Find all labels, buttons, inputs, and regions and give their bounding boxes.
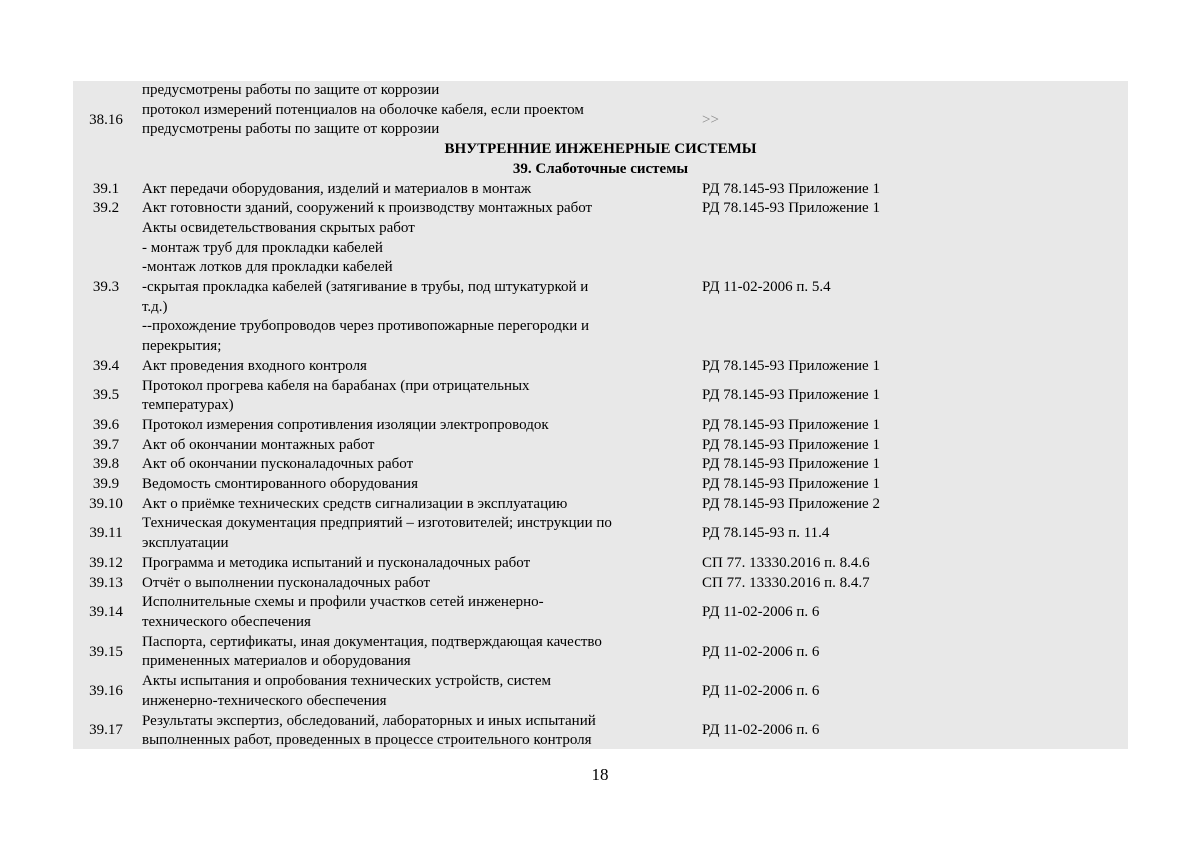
row-name-line: --прохождение трубопроводов через противопожарные перегородки и xyxy=(142,318,590,335)
row-reference: РД 11-02-2006 п. 5.4 xyxy=(702,279,831,296)
row-number: 39.7 xyxy=(92,436,120,453)
row-reference: РД 78.145-93 Приложение 1 xyxy=(702,456,880,473)
row-number: 39.3 xyxy=(92,279,120,296)
row-name-line: Протокол прогрева кабеля на барабанах (при отрицательных xyxy=(142,377,530,394)
row-name: Отчёт о выполнении пусконаладочных работ xyxy=(142,574,431,591)
row-number: 39.5 xyxy=(92,387,120,404)
row-reference: РД 78.145-93 Приложение 1 xyxy=(702,476,880,493)
row-name-line: Техническая документация предприятий – изготовителей; инструкции по xyxy=(142,515,612,532)
section-title: ВНУТРЕННИЕ ИНЖЕНЕРНЫЕ СИСТЕМЫ xyxy=(444,141,757,158)
row-number: 39.9 xyxy=(92,476,120,493)
row-number: 39.12 xyxy=(89,554,123,571)
row-number: 39.2 xyxy=(92,200,120,217)
row-name-line: перекрытия; xyxy=(142,338,222,355)
subsection-heading-row xyxy=(73,160,1128,180)
row-number: 39.11 xyxy=(89,525,123,542)
row-name-line: Акты испытания и опробования технических устройств, систем xyxy=(142,673,552,690)
table-row xyxy=(73,593,1128,632)
row-name: Протокол измерения сопротивления изоляции электропроводок xyxy=(142,416,549,433)
row-number: 39.16 xyxy=(89,682,123,699)
table-row xyxy=(73,377,1128,416)
table-row xyxy=(73,416,1128,436)
row-reference: РД 11-02-2006 п. 6 xyxy=(702,643,820,660)
row-reference: РД 78.145-93 Приложение 1 xyxy=(702,180,880,197)
documents-table xyxy=(73,81,1128,751)
row-name-line: Результаты экспертиз, обследований, лабораторных и иных испытаний xyxy=(142,712,596,729)
rows-body xyxy=(73,180,1128,751)
table-row xyxy=(73,712,1128,751)
table-row xyxy=(73,475,1128,495)
row-name-line: примененных материалов и оборудования xyxy=(142,653,411,670)
row-name: Акт передачи оборудования, изделий и материалов в монтаж xyxy=(142,180,532,197)
table-row xyxy=(73,633,1128,672)
row-name: предусмотрены работы по защите от коррозии xyxy=(142,82,440,98)
row-name: Акт об окончании пусконаладочных работ xyxy=(142,456,414,473)
row-number: 39.8 xyxy=(92,456,120,473)
row-reference: РД 78.145-93 Приложение 1 xyxy=(702,387,880,404)
page-number: 18 xyxy=(591,765,609,784)
row-reference: СП 77. 13330.2016 п. 8.4.6 xyxy=(702,554,870,571)
section-heading-row xyxy=(73,140,1128,160)
row-number: 39.13 xyxy=(89,574,123,591)
row-reference: РД 78.145-93 Приложение 1 xyxy=(702,416,880,433)
row-name-line: предусмотрены работы по защите от коррозии xyxy=(142,121,440,138)
row-reference: РД 11-02-2006 п. 6 xyxy=(702,722,820,739)
row-name-line: -скрытая прокладка кабелей (затягивание в трубы, под штукатуркой и xyxy=(142,279,589,296)
row-name-line: -монтаж лотков для прокладки кабелей xyxy=(142,259,393,276)
table-row xyxy=(73,672,1128,711)
row-reference: РД 78.145-93 Приложение 1 xyxy=(702,357,880,374)
row-number: 39.17 xyxy=(89,722,123,739)
row-reference: РД 11-02-2006 п. 6 xyxy=(702,682,820,699)
row-name-line: - монтаж труб для прокладки кабелей xyxy=(142,239,383,256)
table-row xyxy=(73,180,1128,200)
row-reference: РД 78.145-93 Приложение 1 xyxy=(702,200,880,217)
table-row xyxy=(73,81,1128,101)
row-name: Акт проведения входного контроля xyxy=(142,357,367,374)
document-table-area xyxy=(73,81,1128,749)
row-name-line: Акты освидетельствования скрытых работ xyxy=(142,219,415,236)
row-name: Программа и методика испытаний и пусконаладочных работ xyxy=(142,554,531,571)
row-number: 38.16 xyxy=(89,111,123,128)
table-row xyxy=(73,495,1128,515)
row-number: 39.14 xyxy=(89,604,123,621)
row-name-line: технического обеспечения xyxy=(142,613,311,630)
row-number: 39.15 xyxy=(89,643,123,660)
row-number: 39.6 xyxy=(92,416,120,433)
row-name: Акт об окончании монтажных работ xyxy=(142,436,375,453)
row-reference: РД 78.145-93 Приложение 1 xyxy=(702,436,880,453)
table-row xyxy=(73,357,1128,377)
row-reference: РД 11-02-2006 п. 6 xyxy=(702,604,820,621)
row-reference: СП 77. 13330.2016 п. 8.4.7 xyxy=(702,574,870,591)
row-reference: РД 78.145-93 Приложение 2 xyxy=(702,495,880,512)
row-number: 39.10 xyxy=(89,495,123,512)
row-name: Ведомость смонтированного оборудования xyxy=(142,476,418,493)
row-name-line: инженерно-технического обеспечения xyxy=(142,692,387,709)
row-name-line: выполненных работ, проведенных в процессе строительного контроля xyxy=(142,732,592,749)
table-row xyxy=(73,101,1128,140)
row-name-line: Исполнительные схемы и профили участков сетей инженерно- xyxy=(142,594,544,611)
row-name-line: температурах) xyxy=(142,397,234,414)
row-name-line: т.д.) xyxy=(142,298,168,315)
row-reference: РД 78.145-93 п. 11.4 xyxy=(702,525,830,542)
table-row xyxy=(73,436,1128,456)
row-name: Акт о приёмке технических средств сигнализации в эксплуатацию xyxy=(142,495,568,512)
subsection-title: 39. Слаботочные системы xyxy=(512,160,689,177)
table-row xyxy=(73,219,1128,357)
row-number: 39.1 xyxy=(92,180,120,197)
row-name-line: эксплуатации xyxy=(142,535,229,552)
table-row xyxy=(73,455,1128,475)
row-name-line: протокол измерений потенциалов на оболочке кабеля, если проектом xyxy=(142,101,584,118)
table-row xyxy=(73,574,1128,594)
row-reference: >> xyxy=(702,111,719,128)
table-row xyxy=(73,554,1128,574)
row-name-line: Паспорта, сертификаты, иная документация, подтверждающая качество xyxy=(142,633,602,650)
row-name: Акт готовности зданий, сооружений к производству монтажных работ xyxy=(142,200,593,217)
row-number: 39.4 xyxy=(92,357,120,374)
table-row xyxy=(73,199,1128,219)
table-row xyxy=(73,514,1128,553)
